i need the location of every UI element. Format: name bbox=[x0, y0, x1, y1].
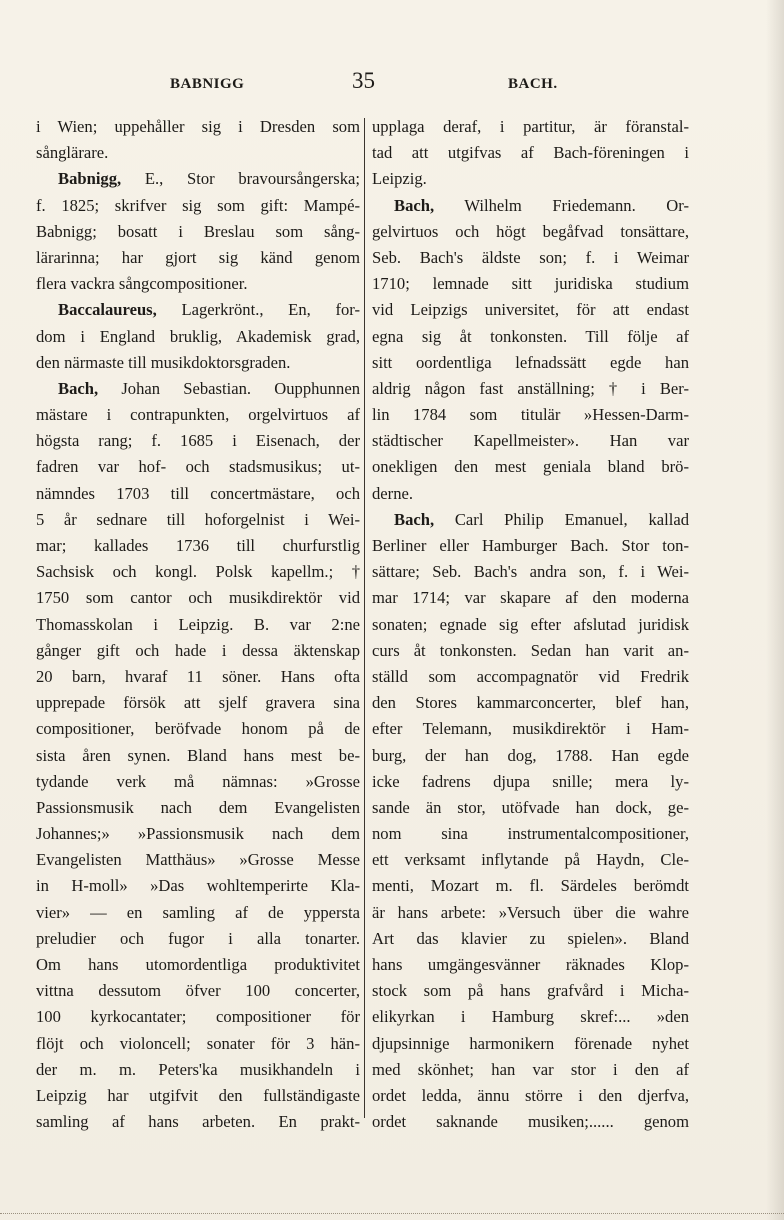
text-line bbox=[36, 245, 360, 271]
text-line bbox=[372, 638, 689, 664]
line-text: Passionsmusik nach dem Evangelisten bbox=[36, 797, 360, 817]
line-text: aldrig någon fast anställning; † i Ber- bbox=[372, 378, 689, 398]
text-line bbox=[36, 1004, 360, 1030]
text-line bbox=[372, 716, 689, 742]
line-text: Seb. Bach's äldste son; f. i Weimar bbox=[372, 247, 689, 267]
line-text: mästare i contrapunkten, orgelvirtuos af bbox=[36, 405, 360, 425]
right-text-column bbox=[372, 114, 689, 1135]
line-text: dom i England bruklig, Akademisk grad, bbox=[36, 326, 360, 346]
text-line bbox=[36, 559, 360, 585]
line-text: ställd som accompagnatör vid Fredrik bbox=[372, 666, 689, 686]
text-line bbox=[372, 481, 689, 507]
line-text: Leipzig. bbox=[372, 169, 427, 189]
line-text: preludier och fugor i alla tonarter. bbox=[36, 928, 360, 948]
text-line bbox=[372, 900, 689, 926]
text-line bbox=[36, 193, 360, 219]
line-text: ordet saknande musiken;...... genom bbox=[372, 1112, 689, 1132]
line-text: gånger gift och hade i dessa äktenskap bbox=[36, 640, 360, 660]
text-line bbox=[36, 219, 360, 245]
line-text: sonaten; egnade sig efter afslutad juridisk bbox=[372, 614, 689, 634]
text-line bbox=[372, 533, 689, 559]
line-text: Johannes;» »Passionsmusik nach dem bbox=[36, 824, 360, 844]
text-line bbox=[36, 847, 360, 873]
header-left-catchword: BABNIGG bbox=[170, 76, 245, 92]
text-line bbox=[372, 978, 689, 1004]
line-text: är hans arbete: »Versuch über die wahre bbox=[372, 902, 689, 922]
line-text: fadren var hof- och stadsmusikus; ut- bbox=[36, 457, 360, 477]
line-text: Thomasskolan i Leipzig. B. var 2:ne bbox=[36, 614, 360, 634]
text-line bbox=[372, 1031, 689, 1057]
line-text: flera vackra sångcompositioner. bbox=[36, 274, 248, 294]
line-text: tad att utgifvas af Bach-föreningen i bbox=[372, 143, 689, 163]
text-line bbox=[372, 428, 689, 454]
text-line bbox=[36, 585, 360, 611]
line-text: samling af hans arbeten. En prakt- bbox=[36, 1112, 360, 1132]
line-text: efter Telemann, musikdirektör i Ham- bbox=[372, 719, 689, 739]
text-line bbox=[372, 219, 689, 245]
line-text: Om hans utomordentliga produktivitet bbox=[36, 955, 360, 974]
text-line bbox=[372, 821, 689, 847]
line-text: f. 1825; skrifver sig som gift: Mampé- bbox=[36, 195, 360, 215]
entry-headword: Bach, bbox=[58, 378, 99, 398]
line-text: Evangelisten Matthäus» »Grosse Messe bbox=[36, 850, 360, 870]
text-line bbox=[36, 402, 360, 428]
line-text: sättare; Seb. Bach's andra son, f. i Wei- bbox=[372, 562, 689, 582]
line-text: 1710; lemnade sitt juridiska studium bbox=[372, 274, 689, 294]
text-line bbox=[36, 743, 360, 769]
line-text: sande än stor, utöfvade han dock, ge- bbox=[372, 797, 689, 817]
page-bottom-edge bbox=[0, 1213, 784, 1214]
text-line bbox=[372, 847, 689, 873]
text-line bbox=[372, 402, 689, 428]
text-line bbox=[372, 454, 689, 480]
line-text: sista åren synen. Bland hans mest be- bbox=[36, 745, 360, 765]
text-line bbox=[372, 271, 689, 297]
line-text: vittna dessutom öfver 100 concerter, bbox=[36, 981, 360, 1001]
line-text: mar 1714; var skapare af den moderna bbox=[372, 588, 689, 608]
text-line bbox=[372, 664, 689, 690]
page-edge-shadow bbox=[766, 0, 784, 1220]
entry-headword: Baccalaureus, bbox=[58, 300, 157, 320]
line-text: Carl Philip Emanuel, kallad bbox=[434, 509, 689, 529]
line-text: 1750 som cantor och musikdirektör vid bbox=[36, 588, 360, 608]
text-line bbox=[372, 1057, 689, 1083]
text-line bbox=[372, 612, 689, 638]
text-line bbox=[36, 114, 360, 140]
text-line bbox=[372, 166, 689, 192]
text-line bbox=[372, 559, 689, 585]
text-line bbox=[372, 795, 689, 821]
text-line bbox=[36, 795, 360, 821]
text-line bbox=[36, 533, 360, 559]
line-text: Art das klavier zu spielen». Bland bbox=[372, 928, 689, 948]
text-line bbox=[372, 1109, 689, 1135]
line-text: Johan Sebastian. Oupphunnen bbox=[98, 378, 360, 398]
text-line bbox=[372, 350, 689, 376]
text-line bbox=[36, 1083, 360, 1109]
line-text: städtischer Kapellmeister». Han var bbox=[372, 431, 689, 451]
line-text: i Wien; uppehåller sig i Dresden som bbox=[36, 117, 360, 136]
page-number: 35 bbox=[352, 68, 375, 93]
line-text: upplaga deraf, i partitur, är föranstal- bbox=[372, 117, 689, 136]
text-line bbox=[372, 585, 689, 611]
left-text-column bbox=[36, 114, 360, 1135]
text-line bbox=[36, 271, 360, 297]
text-line bbox=[372, 245, 689, 271]
entry-first-line bbox=[372, 507, 689, 533]
text-line bbox=[372, 140, 689, 166]
text-line bbox=[36, 690, 360, 716]
text-line bbox=[36, 978, 360, 1004]
text-line bbox=[36, 507, 360, 533]
text-line bbox=[36, 428, 360, 454]
text-line bbox=[36, 1057, 360, 1083]
text-line bbox=[372, 1004, 689, 1030]
line-text: stock som på hans grafvård i Micha- bbox=[372, 981, 689, 1001]
text-line bbox=[36, 140, 360, 166]
column-divider bbox=[364, 118, 365, 1118]
text-line bbox=[372, 926, 689, 952]
line-text: sånglärare. bbox=[36, 143, 109, 163]
text-line bbox=[372, 324, 689, 350]
entry-first-line bbox=[36, 166, 360, 192]
line-text: Leipzig har utgifvit den fullständigaste bbox=[36, 1085, 360, 1105]
line-text: sitt oordentliga lefnadssätt egde han bbox=[372, 352, 689, 372]
line-text: ett verksamt inflytande på Haydn, Cle- bbox=[372, 850, 689, 870]
text-line bbox=[36, 821, 360, 847]
text-line bbox=[36, 612, 360, 638]
line-text: elikyrkan i Hamburg skref:... »den bbox=[372, 1007, 689, 1027]
text-line bbox=[36, 716, 360, 742]
line-text: ordet ledda, ännu större i den djerfva, bbox=[372, 1085, 689, 1105]
line-text: mar; kallades 1736 till churfurstlig bbox=[36, 536, 360, 555]
line-text: med skönhet; han var stor i den af bbox=[372, 1059, 689, 1079]
text-line bbox=[372, 952, 689, 978]
line-text: tydande verk må nämnas: »Grosse bbox=[36, 771, 360, 791]
entry-headword: Bach, bbox=[394, 509, 435, 529]
text-line bbox=[36, 769, 360, 795]
entry-first-line bbox=[36, 297, 360, 323]
line-text: lärarinna; har gjort sig känd genom bbox=[36, 247, 360, 267]
text-line bbox=[372, 743, 689, 769]
line-text: lin 1784 som titulär »Hessen-Darm- bbox=[372, 405, 689, 425]
line-text: vier» — en samling af de yppersta bbox=[36, 902, 360, 922]
line-text: Berliner eller Hamburger Bach. Stor ton- bbox=[372, 536, 689, 555]
text-line bbox=[36, 1109, 360, 1135]
line-text: den närmaste till musikdoktorsgraden. bbox=[36, 352, 291, 372]
text-line bbox=[36, 926, 360, 952]
text-line bbox=[372, 1083, 689, 1109]
line-text: nom sina instrumentalcompositioner, bbox=[372, 824, 689, 844]
line-text: upprepade försök att sjelf gravera sina bbox=[36, 693, 360, 713]
text-line bbox=[36, 454, 360, 480]
entry-first-line bbox=[36, 376, 360, 402]
entry-headword: Bach, bbox=[394, 195, 435, 215]
line-text: Sachsisk och kongl. Polsk kapellm.; † bbox=[36, 562, 360, 582]
line-text: 100 kyrkocantater; compositioner för bbox=[36, 1007, 360, 1027]
line-text: flöjt och violoncell; sonater för 3 hän- bbox=[36, 1033, 360, 1053]
line-text: högsta rang; f. 1685 i Eisenach, der bbox=[36, 431, 360, 451]
line-text: Wilhelm Friedemann. Or- bbox=[434, 195, 689, 215]
line-text: Lagerkrönt., En, for- bbox=[156, 300, 360, 320]
text-line bbox=[372, 297, 689, 323]
line-text: menti, Mozart m. fl. Särdeles berömdt bbox=[372, 876, 689, 896]
running-header bbox=[36, 66, 696, 96]
text-line bbox=[36, 1031, 360, 1057]
line-text: icke fadrens djupa snille; mera ly- bbox=[372, 771, 689, 791]
text-line bbox=[36, 952, 360, 978]
text-line bbox=[372, 376, 689, 402]
header-right-catchword: BACH. bbox=[508, 76, 558, 92]
line-text: E., Stor bravoursångerska; bbox=[121, 169, 360, 189]
line-text: onekligen den mest geniala bland brö- bbox=[372, 457, 689, 477]
line-text: 5 år sednare till hoforgelnist i Wei- bbox=[36, 509, 360, 529]
line-text: compositioner, beröfvade honom på de bbox=[36, 719, 360, 739]
line-text: gelvirtuos och högt begåfvad tonsättare, bbox=[372, 221, 689, 241]
line-text: curs åt tonkonsten. Sedan han varit an- bbox=[372, 640, 689, 660]
line-text: hans umgängesvänner räknades Klop- bbox=[372, 955, 689, 974]
line-text: Babnigg; bosatt i Breslau som sång- bbox=[36, 221, 360, 241]
line-text: nämndes 1703 till concertmästare, och bbox=[36, 483, 360, 503]
line-text: derne. bbox=[372, 483, 413, 503]
line-text: 20 barn, hvaraf 11 söner. Hans ofta bbox=[36, 666, 360, 686]
line-text: in H-moll» »Das wohltemperirte Kla- bbox=[36, 876, 360, 896]
text-line bbox=[372, 114, 689, 140]
text-line bbox=[36, 664, 360, 690]
entry-headword: Babnigg, bbox=[58, 169, 122, 189]
text-line bbox=[372, 690, 689, 716]
line-text: vid Leipzigs universitet, för att endast bbox=[372, 300, 689, 320]
line-text: der m. m. Peters'ka musikhandeln i bbox=[36, 1059, 360, 1079]
line-text: egna sig åt tonkonsten. Till följe af bbox=[372, 326, 689, 346]
text-line bbox=[372, 873, 689, 899]
text-line bbox=[36, 324, 360, 350]
line-text: djupsinnige harmonikern förenade nyhet bbox=[372, 1033, 689, 1053]
line-text: burg, der han dog, 1788. Han egde bbox=[372, 745, 689, 765]
text-line bbox=[36, 900, 360, 926]
text-line bbox=[36, 638, 360, 664]
entry-first-line bbox=[372, 193, 689, 219]
text-line bbox=[36, 873, 360, 899]
line-text: den Stores kammarconcerter, blef han, bbox=[372, 693, 689, 713]
text-line bbox=[36, 481, 360, 507]
text-line bbox=[372, 769, 689, 795]
text-line bbox=[36, 350, 360, 376]
